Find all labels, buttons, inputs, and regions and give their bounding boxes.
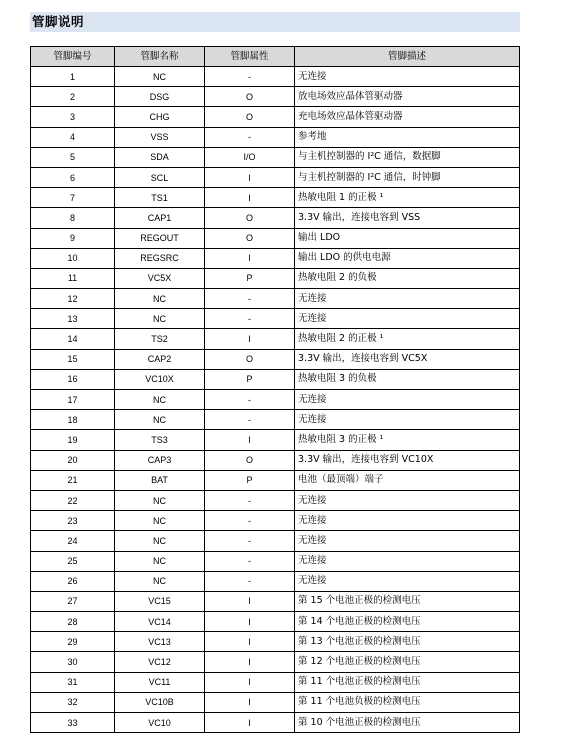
pin-description-cell: 无连接 <box>295 531 520 551</box>
pin-number-cell: 10 <box>31 248 115 268</box>
pin-type-cell: I <box>205 167 295 187</box>
pin-number-cell: 20 <box>31 450 115 470</box>
pin-description-cell: 3.3V 输出，连接电容到 VC10X <box>295 450 520 470</box>
pin-description-cell: 输出 LDO 的供电电源 <box>295 248 520 268</box>
pin-number-cell: 23 <box>31 511 115 531</box>
pin-number-cell: 4 <box>31 127 115 147</box>
pin-name-cell: VC10B <box>115 692 205 712</box>
header-pin-name: 管脚名称 <box>115 47 205 67</box>
pin-description-cell: 输出 LDO <box>295 228 520 248</box>
table-row <box>31 612 520 632</box>
pin-number-cell: 15 <box>31 349 115 369</box>
header-pin-type: 管脚属性 <box>205 47 295 67</box>
pin-number-cell: 5 <box>31 147 115 167</box>
pin-description-cell: 无连接 <box>295 67 520 87</box>
pin-number-cell: 3 <box>31 107 115 127</box>
section-header-bar <box>30 12 520 32</box>
pin-description-cell: 热敏电阻 2 的负极 <box>295 268 520 288</box>
pin-type-cell: O <box>205 450 295 470</box>
pin-name-cell: DSG <box>115 87 205 107</box>
pin-name-cell: NC <box>115 531 205 551</box>
pin-type-cell: I <box>205 591 295 611</box>
pin-number-cell: 11 <box>31 268 115 288</box>
pin-name-cell: VC5X <box>115 268 205 288</box>
pin-name-cell: NC <box>115 390 205 410</box>
pin-description-cell: 无连接 <box>295 551 520 571</box>
pin-number-cell: 32 <box>31 692 115 712</box>
pin-table-body <box>31 67 520 733</box>
table-row <box>31 107 520 127</box>
pin-type-cell: - <box>205 67 295 87</box>
pin-number-cell: 29 <box>31 632 115 652</box>
table-row <box>31 248 520 268</box>
table-row <box>31 228 520 248</box>
pin-description-cell: 热敏电阻 2 的正极 ¹ <box>295 329 520 349</box>
pin-name-cell: NC <box>115 571 205 591</box>
pin-description-cell: 热敏电阻 3 的负极 <box>295 369 520 389</box>
table-row <box>31 167 520 187</box>
pin-description-cell: 第 10 个电池正极的检测电压 <box>295 713 520 733</box>
pin-type-cell: - <box>205 531 295 551</box>
table-row <box>31 410 520 430</box>
pin-number-cell: 19 <box>31 430 115 450</box>
pin-type-cell: I <box>205 692 295 712</box>
pin-type-cell: - <box>205 410 295 430</box>
pin-number-cell: 28 <box>31 612 115 632</box>
table-row <box>31 450 520 470</box>
table-row <box>31 571 520 591</box>
pin-description-cell: 第 15 个电池正极的检测电压 <box>295 591 520 611</box>
pin-name-cell: NC <box>115 490 205 510</box>
pin-type-cell: P <box>205 268 295 288</box>
pin-number-cell: 1 <box>31 67 115 87</box>
table-row <box>31 67 520 87</box>
table-row <box>31 369 520 389</box>
table-row <box>31 309 520 329</box>
table-header-row <box>31 47 520 67</box>
pin-table <box>30 46 520 733</box>
pin-description-cell: 热敏电阻 1 的正极 ¹ <box>295 188 520 208</box>
table-row <box>31 652 520 672</box>
pin-description-cell: 电池（最顶端）端子 <box>295 470 520 490</box>
pin-type-cell: - <box>205 390 295 410</box>
pin-name-cell: NC <box>115 511 205 531</box>
pin-name-cell: VC13 <box>115 632 205 652</box>
pin-type-cell: I <box>205 713 295 733</box>
pin-description-cell: 第 11 个电池负极的检测电压 <box>295 692 520 712</box>
table-row <box>31 713 520 733</box>
pin-number-cell: 30 <box>31 652 115 672</box>
pin-type-cell: I <box>205 652 295 672</box>
pin-type-cell: I <box>205 612 295 632</box>
pin-name-cell: VC10 <box>115 713 205 733</box>
pin-description-cell: 充电场效应晶体管驱动器 <box>295 107 520 127</box>
pin-name-cell: REGOUT <box>115 228 205 248</box>
pin-type-cell: - <box>205 309 295 329</box>
pin-name-cell: NC <box>115 551 205 571</box>
table-row <box>31 551 520 571</box>
pin-type-cell: I <box>205 430 295 450</box>
pin-number-cell: 7 <box>31 188 115 208</box>
pin-name-cell: TS1 <box>115 188 205 208</box>
pin-type-cell: O <box>205 228 295 248</box>
pin-name-cell: VC15 <box>115 591 205 611</box>
table-row <box>31 127 520 147</box>
table-row <box>31 390 520 410</box>
table-row <box>31 87 520 107</box>
pin-type-cell: P <box>205 369 295 389</box>
pin-type-cell: - <box>205 490 295 510</box>
pin-name-cell: NC <box>115 67 205 87</box>
pin-type-cell: - <box>205 551 295 571</box>
pin-name-cell: REGSRC <box>115 248 205 268</box>
pin-description-cell: 热敏电阻 3 的正极 ¹ <box>295 430 520 450</box>
table-row <box>31 591 520 611</box>
pin-type-cell: I <box>205 188 295 208</box>
pin-name-cell: TS2 <box>115 329 205 349</box>
pin-number-cell: 12 <box>31 289 115 309</box>
pin-name-cell: CAP3 <box>115 450 205 470</box>
pin-type-cell: - <box>205 571 295 591</box>
pin-type-cell: O <box>205 107 295 127</box>
pin-number-cell: 8 <box>31 208 115 228</box>
pin-type-cell: O <box>205 349 295 369</box>
pin-name-cell: VC11 <box>115 672 205 692</box>
pin-description-cell: 无连接 <box>295 289 520 309</box>
pin-name-cell: NC <box>115 410 205 430</box>
table-row <box>31 531 520 551</box>
pin-description-cell: 无连接 <box>295 571 520 591</box>
pin-description-cell: 第 11 个电池正极的检测电压 <box>295 672 520 692</box>
pin-type-cell: I <box>205 672 295 692</box>
pin-type-cell: - <box>205 127 295 147</box>
table-row <box>31 147 520 167</box>
pin-type-cell: O <box>205 208 295 228</box>
pin-description-cell: 无连接 <box>295 410 520 430</box>
table-row <box>31 470 520 490</box>
pin-name-cell: CHG <box>115 107 205 127</box>
table-row <box>31 511 520 531</box>
pin-number-cell: 22 <box>31 490 115 510</box>
pin-name-cell: TS3 <box>115 430 205 450</box>
pin-name-cell: VSS <box>115 127 205 147</box>
pin-number-cell: 27 <box>31 591 115 611</box>
table-row <box>31 672 520 692</box>
pin-number-cell: 24 <box>31 531 115 551</box>
pin-number-cell: 6 <box>31 167 115 187</box>
pin-name-cell: VC14 <box>115 612 205 632</box>
pin-description-cell: 3.3V 输出，连接电容到 VC5X <box>295 349 520 369</box>
table-row <box>31 329 520 349</box>
pin-name-cell: SCL <box>115 167 205 187</box>
table-row <box>31 349 520 369</box>
pin-description-cell: 与主机控制器的 I²C 通信，时钟脚 <box>295 167 520 187</box>
pin-description-cell: 3.3V 输出，连接电容到 VSS <box>295 208 520 228</box>
pin-number-cell: 16 <box>31 369 115 389</box>
pin-description-cell: 第 13 个电池正极的检测电压 <box>295 632 520 652</box>
table-row <box>31 490 520 510</box>
pin-description-cell: 无连接 <box>295 511 520 531</box>
pin-name-cell: VC10X <box>115 369 205 389</box>
pin-type-cell: I <box>205 248 295 268</box>
header-pin-description: 管脚描述 <box>295 47 520 67</box>
pin-number-cell: 17 <box>31 390 115 410</box>
pin-name-cell: CAP1 <box>115 208 205 228</box>
pin-description-cell: 第 12 个电池正极的检测电压 <box>295 652 520 672</box>
table-row <box>31 268 520 288</box>
pin-number-cell: 13 <box>31 309 115 329</box>
pin-description-cell: 无连接 <box>295 490 520 510</box>
pin-name-cell: NC <box>115 289 205 309</box>
pin-type-cell: P <box>205 470 295 490</box>
pin-type-cell: O <box>205 87 295 107</box>
table-row <box>31 692 520 712</box>
pin-number-cell: 18 <box>31 410 115 430</box>
pin-description-cell: 放电场效应晶体管驱动器 <box>295 87 520 107</box>
pin-description-cell: 无连接 <box>295 309 520 329</box>
pin-number-cell: 33 <box>31 713 115 733</box>
pin-number-cell: 2 <box>31 87 115 107</box>
pin-name-cell: CAP2 <box>115 349 205 369</box>
table-row <box>31 430 520 450</box>
table-row <box>31 208 520 228</box>
table-row <box>31 188 520 208</box>
pin-number-cell: 21 <box>31 470 115 490</box>
pin-type-cell: - <box>205 289 295 309</box>
pin-number-cell: 31 <box>31 672 115 692</box>
pin-number-cell: 26 <box>31 571 115 591</box>
pin-description-cell: 无连接 <box>295 390 520 410</box>
pin-description-cell: 与主机控制器的 I²C 通信，数据脚 <box>295 147 520 167</box>
pin-name-cell: BAT <box>115 470 205 490</box>
pin-type-cell: - <box>205 511 295 531</box>
pin-number-cell: 9 <box>31 228 115 248</box>
table-row <box>31 632 520 652</box>
pin-description-cell: 第 14 个电池正极的检测电压 <box>295 612 520 632</box>
pin-name-cell: SDA <box>115 147 205 167</box>
pin-type-cell: I/O <box>205 147 295 167</box>
pin-type-cell: I <box>205 632 295 652</box>
section-title: 管脚说明 <box>32 14 85 29</box>
pin-name-cell: VC12 <box>115 652 205 672</box>
header-pin-number: 管脚编号 <box>31 47 115 67</box>
pin-description-cell: 参考地 <box>295 127 520 147</box>
pin-number-cell: 25 <box>31 551 115 571</box>
pin-name-cell: NC <box>115 309 205 329</box>
pin-number-cell: 14 <box>31 329 115 349</box>
pin-type-cell: I <box>205 329 295 349</box>
table-row <box>31 289 520 309</box>
